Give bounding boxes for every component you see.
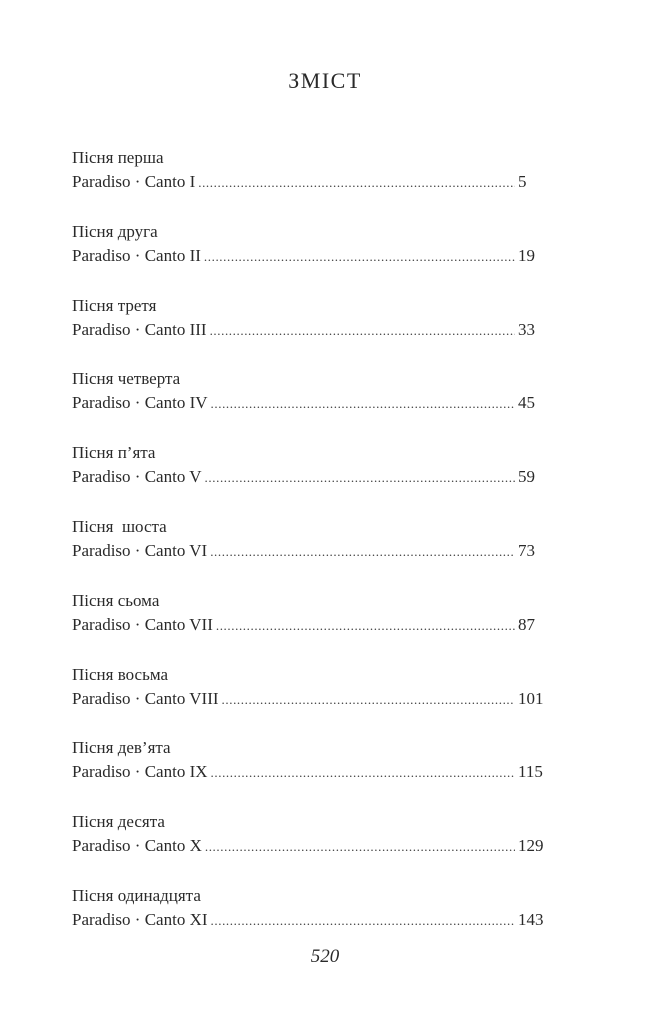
toc-entry-line <box>72 391 548 415</box>
toc-entry-line <box>72 539 548 563</box>
table-of-contents <box>72 146 548 958</box>
toc-entry <box>72 367 548 441</box>
toc-entry-title: Пісня перша <box>72 148 164 167</box>
toc-entry-line <box>72 465 548 489</box>
dot-leader <box>210 319 515 343</box>
page-number-footer: 520 <box>310 946 340 967</box>
toc-entry-subtitle: Paradiso · Canto IX <box>72 762 208 782</box>
toc-page-number: 73 <box>518 540 535 560</box>
toc-entry-line <box>72 687 548 711</box>
toc-entry-title: Пісня друга <box>72 221 158 241</box>
dot-leader <box>216 614 515 638</box>
toc-entry <box>72 736 548 810</box>
toc-entry-subtitle: Paradiso · Canto V <box>72 467 202 487</box>
toc-entry-line <box>72 170 548 194</box>
toc-entry-line <box>72 908 548 932</box>
toc-entry-title: Пісня сьома <box>72 590 160 610</box>
toc-entry-title: Пісня дев’ята <box>72 738 171 758</box>
toc-entry-line <box>72 318 548 342</box>
toc-entry-title: Пісня четверта <box>72 369 181 389</box>
toc-page-number: 101 <box>518 688 544 708</box>
dot-leader <box>205 835 515 859</box>
toc-entry <box>72 515 548 589</box>
toc-entry-title: Пісня восьма <box>72 664 169 684</box>
toc-page-number: 45 <box>518 393 535 413</box>
toc-entry-title: Пісня п’ята <box>72 443 156 463</box>
toc-entry-title: Пісня десята <box>72 812 165 832</box>
toc-entry-subtitle: Paradiso · Canto X <box>72 836 202 856</box>
dot-leader <box>205 466 515 490</box>
toc-entry <box>72 663 548 737</box>
toc-entry-line <box>72 244 548 268</box>
toc-page-number: 129 <box>518 836 544 856</box>
page-title: ЗМІСТ <box>288 68 362 93</box>
dot-leader <box>198 171 515 195</box>
toc-entry <box>72 589 548 663</box>
toc-page-number: 59 <box>518 467 535 487</box>
toc-entry-title: Пісня одинадцята <box>72 885 201 905</box>
toc-page-number: 5 <box>518 172 527 191</box>
toc-entry-line <box>72 613 548 637</box>
dot-leader <box>210 540 515 564</box>
dot-leader <box>204 245 515 269</box>
dot-leader <box>222 688 515 712</box>
toc-entry <box>72 810 548 884</box>
toc-page-number: 115 <box>518 762 543 782</box>
toc-page-number: 19 <box>518 245 535 265</box>
toc-page-number: 143 <box>518 909 544 929</box>
toc-entry <box>72 294 548 368</box>
toc-entry-subtitle: Paradiso · Canto VI <box>72 540 208 560</box>
toc-entry <box>72 441 548 515</box>
toc-entry-subtitle: Paradiso · Canto IV <box>72 393 208 413</box>
dot-leader <box>211 909 515 933</box>
toc-entry <box>72 220 548 294</box>
dot-leader <box>211 392 515 416</box>
toc-entry-subtitle: Paradiso · Canto VIII <box>72 688 219 708</box>
toc-page-number: 87 <box>518 614 535 634</box>
toc-entry-subtitle: Paradiso · Canto VII <box>72 614 213 634</box>
toc-entry-subtitle: Paradiso · Canto III <box>72 319 207 339</box>
toc-entry-line <box>72 760 548 784</box>
toc-entry-line <box>72 834 548 858</box>
toc-entry-title: Пісня шоста <box>72 516 167 536</box>
toc-entry-subtitle: Paradiso · Canto II <box>72 245 201 265</box>
toc-entry-subtitle: Paradiso · Canto I <box>72 172 196 191</box>
toc-page-number: 33 <box>518 319 535 339</box>
toc-entry-title: Пісня третя <box>72 295 157 315</box>
toc-entry-subtitle: Paradiso · Canto XI <box>72 909 208 929</box>
toc-entry <box>72 146 548 220</box>
dot-leader <box>211 761 515 785</box>
